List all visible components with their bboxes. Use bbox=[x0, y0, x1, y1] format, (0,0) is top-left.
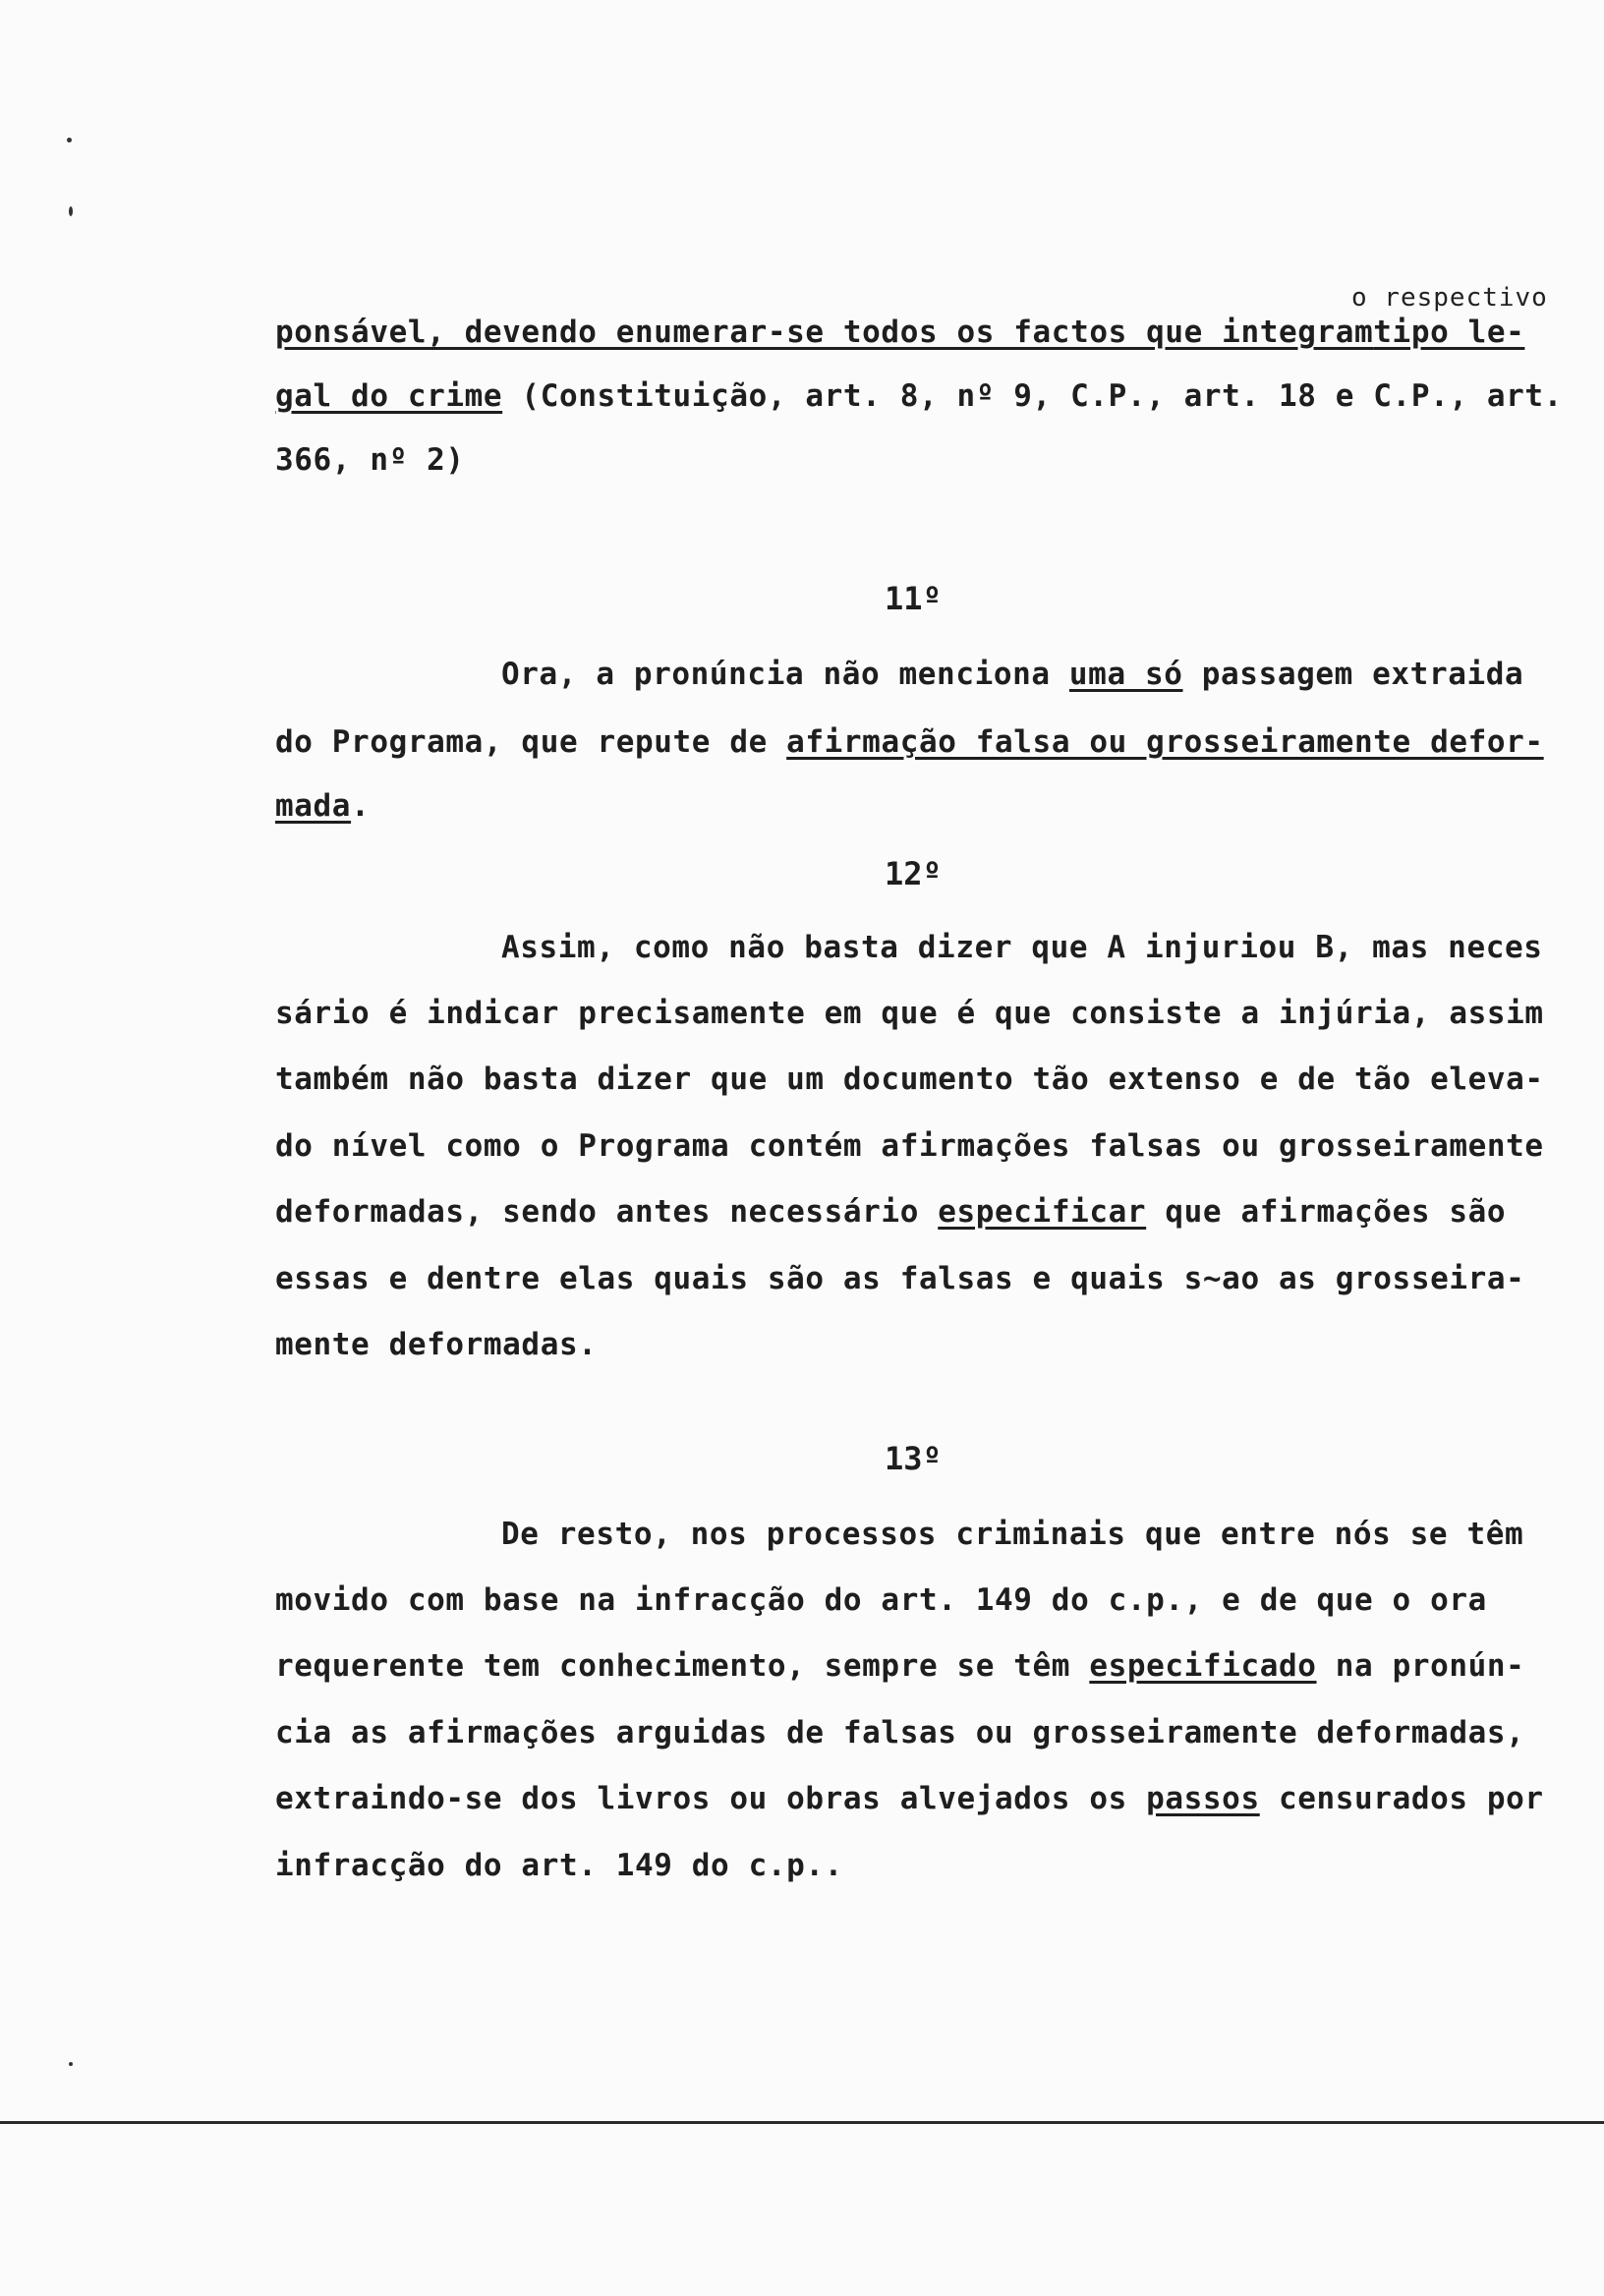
text: na pronún- bbox=[1316, 1648, 1525, 1684]
text: Ora, a pronúncia não menciona bbox=[501, 657, 1069, 692]
underlined-text: especificar bbox=[938, 1194, 1147, 1230]
text: passagem extraida bbox=[1182, 657, 1524, 692]
section-number-11: 11º bbox=[885, 580, 942, 617]
underlined-text: mada bbox=[275, 788, 352, 824]
section-13-line-3 bbox=[275, 1648, 1524, 1684]
paragraph-10-line-3 bbox=[275, 442, 465, 478]
text: censurados por bbox=[1259, 1781, 1544, 1816]
section-number-13: 13º bbox=[885, 1440, 942, 1477]
paragraph-10-line-2 bbox=[275, 378, 1563, 414]
underlined-text: afirmação falsa ou grosseiramente defor- bbox=[786, 724, 1544, 760]
underlined-text: uma só bbox=[1068, 657, 1183, 692]
scan-speck bbox=[69, 206, 73, 216]
section-12-line-7: mente deformadas. bbox=[275, 1327, 598, 1362]
section-13-line-4: cia as afirmações arguidas de falsas ou grosseiramente deformadas, bbox=[275, 1715, 1525, 1751]
text: extraindo-se dos livros ou obras alvejados os bbox=[275, 1781, 1147, 1816]
page-edge-rule bbox=[0, 2121, 1604, 2124]
underlined-text: tipo le- bbox=[1373, 315, 1525, 350]
section-12-line-3: também não basta dizer que um documento tão extenso e de tão eleva- bbox=[275, 1062, 1544, 1097]
section-13-line-1: De resto, nos processos criminais que entre nós se têm bbox=[501, 1517, 1524, 1552]
underlined-text: especificado bbox=[1089, 1648, 1317, 1684]
section-11-line-3 bbox=[275, 788, 370, 824]
text: deformadas, sendo antes necessário bbox=[275, 1194, 939, 1230]
text: requerente tem conhecimento, sempre se têm bbox=[275, 1648, 1090, 1684]
section-number-12: 12º bbox=[885, 855, 942, 892]
text: 366, nº 2) bbox=[275, 442, 465, 478]
section-13-line-5 bbox=[275, 1781, 1544, 1816]
text: (Constituição, art. 8, nº 9, C.P., art. 18 e C.P., art. bbox=[502, 378, 1563, 414]
section-12-line-1: Assim, como não basta dizer que A injuriou B, mas neces bbox=[501, 930, 1543, 965]
section-13-line-6: infracção do art. 149 do c.p.. bbox=[275, 1848, 843, 1883]
section-13-line-2: movido com base na infracção do art. 149 do c.p., e de que o ora bbox=[275, 1582, 1487, 1618]
text: que afirmações são bbox=[1146, 1194, 1507, 1230]
section-12-line-2: sário é indicar precisamente em que é que consiste a injúria, assim bbox=[275, 996, 1544, 1031]
section-11-line-1 bbox=[501, 657, 1523, 692]
scan-speck bbox=[69, 2062, 73, 2066]
text: . bbox=[351, 788, 371, 824]
text: do Programa, que repute de bbox=[275, 724, 787, 760]
underlined-text: gal do crime bbox=[275, 378, 503, 414]
scan-speck bbox=[67, 138, 72, 143]
section-12-line-4: do nível como o Programa contém afirmações falsas ou grosseiramente bbox=[275, 1128, 1544, 1164]
handwritten-insertion: o respectivo bbox=[1351, 283, 1548, 313]
underlined-text: ponsável, devendo enumerar-se todos os factos que integram bbox=[275, 315, 1374, 350]
section-12-line-5 bbox=[275, 1194, 1506, 1230]
paragraph-10-line-1 bbox=[275, 315, 1524, 350]
section-12-line-6: essas e dentre elas quais são as falsas e quais s~ao as grosseira- bbox=[275, 1261, 1525, 1296]
underlined-text: passos bbox=[1146, 1781, 1260, 1816]
section-11-line-2 bbox=[275, 724, 1544, 760]
